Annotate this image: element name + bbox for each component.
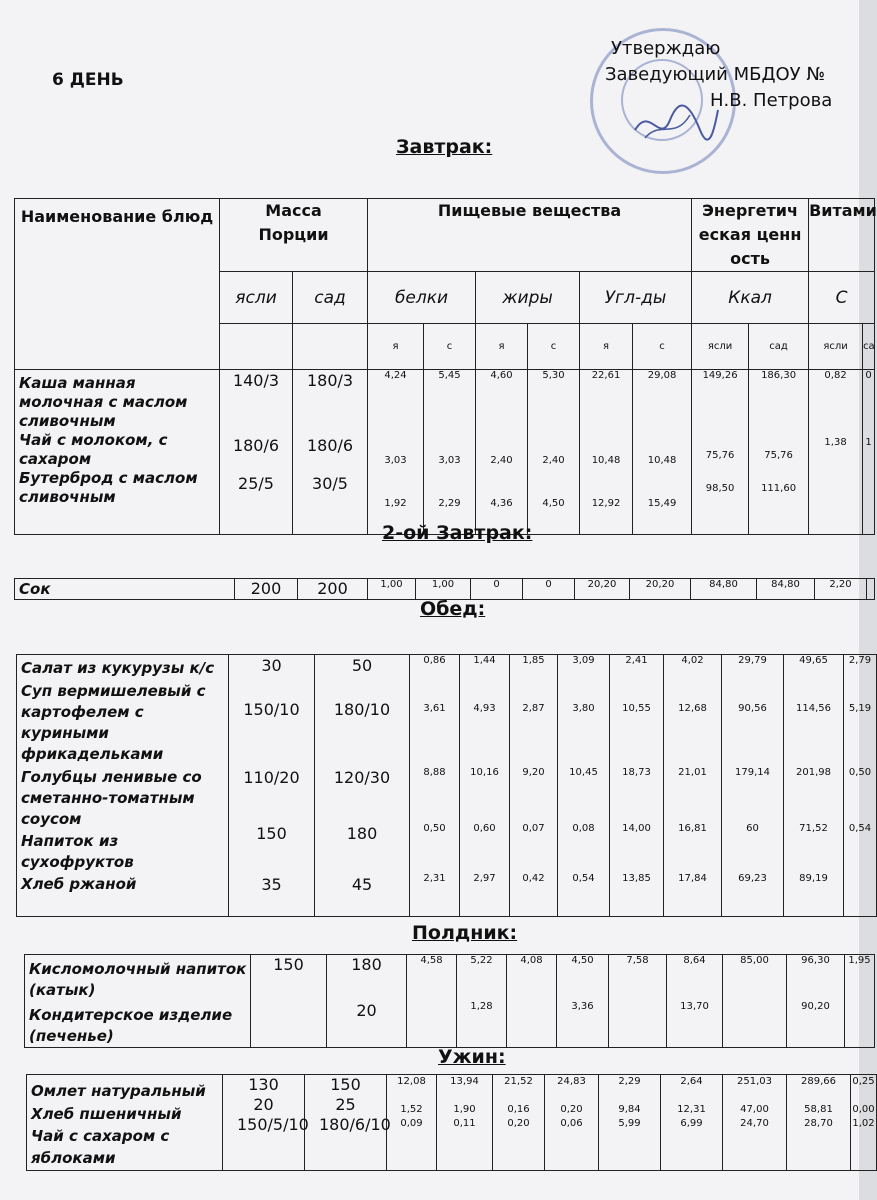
dinner-col (545, 1075, 599, 1171)
value: 60 (746, 823, 759, 834)
header-yasli-kcal: ясли (692, 324, 749, 370)
header-sad: сад (293, 272, 368, 324)
section-breakfast: Завтрак: (396, 136, 493, 158)
dinner-col (851, 1075, 877, 1171)
dish-name: Хлеб ржаной (21, 875, 137, 893)
snack-table (24, 954, 875, 1048)
value: 89,19 (799, 873, 828, 884)
section-breakfast2: 2-ой Завтрак: (382, 522, 533, 544)
value: 15,49 (647, 498, 677, 509)
value: 2,79 (848, 655, 872, 666)
dish-name: Бутерброд с маслом сливочным (19, 469, 198, 506)
value: 0,07 (522, 823, 545, 834)
value: 9,20 (522, 767, 545, 778)
snack-yasli (251, 955, 327, 1048)
value: 3,03 (438, 455, 461, 466)
value: 0,42 (522, 873, 545, 884)
value: 1,28 (470, 1001, 493, 1012)
value: 12,92 (591, 498, 621, 509)
approval-line-1: Утверждаю (611, 38, 721, 59)
value: 13,85 (622, 873, 651, 884)
value: 0,60 (473, 823, 496, 834)
mass-cell: 200 (298, 579, 368, 600)
bf-col (633, 370, 692, 535)
snack-col (787, 955, 845, 1048)
bf-col (580, 370, 633, 535)
value: 4,50 (571, 955, 594, 966)
value: 4,60 (490, 370, 513, 381)
value: 29,08 (647, 370, 677, 381)
bf-col (809, 370, 863, 535)
header-ugl: Угл-ды (580, 272, 692, 324)
dish-name: Напиток из сухофруктов (21, 832, 134, 871)
value: 1,38 (824, 437, 847, 448)
value: 10,48 (591, 455, 621, 466)
dinner-col (599, 1075, 661, 1171)
header-ya-3: я (580, 324, 633, 370)
value: 5,19 (848, 703, 872, 714)
value: 3,36 (571, 1001, 594, 1012)
snack-col (407, 955, 457, 1048)
value: 16,81 (678, 823, 707, 834)
day-title: 6 ДЕНЬ (52, 70, 124, 90)
mass-cell: 30 (261, 656, 282, 675)
mass-cell: 140/3 (232, 371, 280, 390)
value: 10,45 (569, 767, 598, 778)
value: 4,50 (542, 498, 565, 509)
value: 0 (471, 579, 523, 600)
breakfast2-table (14, 578, 875, 600)
value: 18,73 (622, 767, 651, 778)
value: 47,00 (740, 1104, 769, 1115)
value: 24,70 (740, 1118, 769, 1129)
value: 0,20 (560, 1104, 583, 1115)
header-ya-2: я (476, 324, 528, 370)
value: 149,26 (702, 370, 738, 381)
header-c: С (809, 272, 875, 324)
dinner-col (437, 1075, 493, 1171)
mass-cell: 180/10 (333, 700, 391, 719)
value: 58,81 (804, 1104, 833, 1115)
dinner-sad (305, 1075, 391, 1171)
snack-names (25, 955, 251, 1048)
value: 4,93 (473, 703, 496, 714)
value: 0,50 (848, 767, 872, 778)
value: 2,31 (423, 873, 446, 884)
header-s-2: с (528, 324, 580, 370)
approval-line-3: Н.В. Петрова (710, 90, 833, 111)
dish-name: Сок (15, 579, 235, 600)
mass-cell: 150/5/10 (237, 1115, 309, 1134)
snack-col (557, 955, 609, 1048)
mass-cell: 180/6/10 (319, 1115, 391, 1134)
value: 289,66 (801, 1076, 836, 1087)
value: 4,02 (681, 655, 704, 666)
value: 12,31 (677, 1104, 706, 1115)
dinner-col (787, 1075, 851, 1171)
dish-name: Салат из кукурузы к/с (21, 659, 215, 677)
mass-cell: 200 (235, 579, 298, 600)
value: 1,44 (473, 655, 496, 666)
value: 0,20 (507, 1118, 530, 1129)
value: 3,09 (572, 655, 595, 666)
value: 2,97 (473, 873, 496, 884)
lunch-col (784, 655, 844, 917)
value: 4,08 (520, 955, 543, 966)
value: 75,76 (705, 450, 735, 461)
snack-col (457, 955, 507, 1048)
value: 3,03 (384, 455, 407, 466)
value: 5,45 (438, 370, 461, 381)
value: 251,03 (737, 1076, 772, 1087)
value: 0,25 (852, 1076, 875, 1087)
bf-col (476, 370, 528, 535)
value: 1,90 (453, 1104, 476, 1115)
value: 20,20 (630, 579, 691, 600)
value: 186,30 (761, 370, 797, 381)
mass-cell: 35 (261, 875, 282, 894)
lunch-col (410, 655, 460, 917)
value: 5,30 (542, 370, 565, 381)
mass-cell: 150/10 (243, 700, 300, 719)
header-s-1: с (424, 324, 476, 370)
breakfast-sad (293, 370, 368, 535)
bf-col (424, 370, 476, 535)
header-yasli: ясли (220, 272, 293, 324)
dish-name: Кондитерское изделие (печенье) (29, 1006, 233, 1045)
value: 0,50 (423, 823, 446, 834)
value: 0,08 (572, 823, 595, 834)
bf-col (692, 370, 749, 535)
mass-cell: 30/5 (312, 474, 348, 493)
value: 2,29 (618, 1076, 641, 1087)
mass-cell: 150 (256, 824, 287, 843)
lunch-yasli (229, 655, 315, 917)
header-kcal: Ккал (692, 272, 809, 324)
lunch-col (510, 655, 558, 917)
value: 2,29 (438, 498, 461, 509)
snack-col (667, 955, 723, 1048)
value: 2,64 (680, 1076, 703, 1087)
header-zhiry: жиры (476, 272, 580, 324)
header-yasli-c: ясли (809, 324, 863, 370)
lunch-table (16, 654, 877, 917)
value: 4,58 (420, 955, 443, 966)
value: 49,65 (799, 655, 828, 666)
header-s-3: с (633, 324, 692, 370)
mass-cell: 50 (351, 656, 373, 675)
value: 2,40 (490, 455, 513, 466)
value: 90,20 (801, 1001, 830, 1012)
value: 0,00 (852, 1104, 875, 1115)
value: 69,23 (738, 873, 767, 884)
snack-col (845, 955, 875, 1048)
header-sad-kcal: сад (749, 324, 809, 370)
header-energy: Энергетическая ценность (692, 199, 809, 272)
approval-block (605, 36, 832, 114)
header-ya-1: я (368, 324, 424, 370)
value: 22,61 (591, 370, 621, 381)
value: 3,61 (423, 703, 446, 714)
value: 5,99 (618, 1118, 641, 1129)
dish-name: Чай с сахаром с яблоками (31, 1127, 170, 1167)
value: 0 (523, 579, 575, 600)
value: 111,60 (761, 483, 797, 494)
value: 10,16 (470, 767, 499, 778)
dinner-col (493, 1075, 545, 1171)
dinner-table (26, 1074, 877, 1171)
value: 98,50 (705, 483, 735, 494)
value: 201,98 (796, 767, 831, 778)
mass-cell: 25/5 (238, 474, 274, 493)
mass-cell: 120/30 (333, 768, 391, 787)
mass-cell: 180 (351, 955, 382, 974)
value: 5,22 (470, 955, 493, 966)
header-belki: белки (368, 272, 476, 324)
mass-cell: 130 (248, 1075, 279, 1094)
header-mass: Масса Порции (220, 199, 368, 272)
section-dinner: Ужин: (438, 1046, 506, 1068)
value: 0,86 (423, 655, 446, 666)
value: 90,56 (738, 703, 767, 714)
value: 2,20 (815, 579, 867, 600)
value: 179,14 (735, 767, 770, 778)
header-name: Наименование блюд (15, 199, 220, 370)
breakfast-yasli (220, 370, 293, 535)
value: 1,92 (384, 498, 407, 509)
value: 28,70 (804, 1118, 833, 1129)
value: 21,01 (678, 767, 707, 778)
value: 21,52 (504, 1076, 533, 1087)
value: 1,52 (400, 1104, 423, 1115)
value: 1,02 (852, 1118, 875, 1129)
mass-cell: 20 (356, 1001, 377, 1020)
lunch-col (844, 655, 877, 917)
value: 10,55 (622, 703, 651, 714)
value: 1,95 (848, 955, 871, 966)
mass-cell: 180/6 (232, 436, 280, 455)
lunch-col (610, 655, 664, 917)
dinner-col (661, 1075, 723, 1171)
dinner-col (387, 1075, 437, 1171)
breakfast-names (15, 370, 220, 535)
bf-col (368, 370, 424, 535)
value: 4,36 (490, 498, 513, 509)
mass-cell: 180/6 (306, 436, 354, 455)
header-sa-c: са (863, 324, 875, 370)
value: 0,09 (400, 1118, 423, 1129)
value: 8,64 (683, 955, 706, 966)
value: 14,00 (622, 823, 651, 834)
value: 4,24 (384, 370, 407, 381)
bf-col (863, 370, 875, 535)
value: 96,30 (801, 955, 830, 966)
value: 114,56 (796, 703, 831, 714)
lunch-sad (315, 655, 410, 917)
value: 0,11 (453, 1118, 476, 1129)
value: 8,88 (423, 767, 446, 778)
value: 7,58 (626, 955, 649, 966)
value: 85,00 (740, 955, 769, 966)
mass-cell: 20 (253, 1095, 274, 1114)
value: 6,99 (680, 1118, 703, 1129)
value: 1 (865, 437, 872, 448)
value: 0,54 (572, 873, 595, 884)
mass-cell: 180/3 (306, 371, 354, 390)
dinner-names (27, 1075, 223, 1171)
header-vitamins: Витами (809, 199, 875, 272)
value: 20,20 (575, 579, 630, 600)
value: 24,83 (557, 1076, 586, 1087)
value: 0,06 (560, 1118, 583, 1129)
dinner-col (723, 1075, 787, 1171)
dish-name: Чай с молоком, с сахаром (19, 431, 168, 468)
value: 17,84 (678, 873, 707, 884)
value (867, 579, 875, 600)
value: 0 (865, 370, 872, 381)
value: 3,80 (572, 703, 595, 714)
value: 13,70 (680, 1001, 709, 1012)
dish-name: Кисломолочный напиток (катык) (29, 960, 247, 999)
snack-col (723, 955, 787, 1048)
lunch-col (460, 655, 510, 917)
value: 2,87 (522, 703, 545, 714)
value: 71,52 (799, 823, 828, 834)
value: 75,76 (764, 450, 793, 461)
dish-name: Каша манная молочная с маслом сливочным (19, 374, 188, 430)
snack-col (609, 955, 667, 1048)
header-nutrients: Пищевые вещества (368, 199, 692, 272)
breakfast-table (14, 198, 875, 535)
dinner-yasli (223, 1075, 309, 1171)
lunch-names (17, 655, 229, 917)
lunch-col (664, 655, 722, 917)
mass-cell: 110/20 (243, 768, 300, 787)
dish-name: Омлет натуральный (31, 1082, 206, 1100)
value: 0,82 (824, 370, 847, 381)
value: 0,54 (848, 823, 872, 834)
mass-cell: 45 (351, 875, 373, 894)
section-snack: Полдник: (412, 922, 518, 944)
bf-col (749, 370, 809, 535)
value: 1,85 (522, 655, 545, 666)
dish-name: Суп вермишелевый с картофелем с куриными фрикадельками (21, 682, 206, 763)
mass-cell: 150 (330, 1075, 361, 1094)
lunch-col (722, 655, 784, 917)
mass-cell: 150 (273, 955, 304, 974)
value: 84,80 (691, 579, 757, 600)
value: 12,08 (397, 1076, 426, 1087)
approval-line-2: Заведующий МБДОУ № (605, 64, 826, 85)
mass-cell: 180 (346, 824, 378, 843)
value: 29,79 (738, 655, 767, 666)
value: 0,16 (507, 1104, 530, 1115)
snack-sad (327, 955, 407, 1048)
value: 13,94 (450, 1076, 479, 1087)
dish-name: Голубцы ленивые со сметанно-томатным соусом (21, 768, 202, 828)
value: 2,41 (625, 655, 648, 666)
value: 9,84 (618, 1104, 641, 1115)
section-lunch: Обед: (420, 598, 486, 620)
value: 2,40 (542, 455, 565, 466)
value: 84,80 (757, 579, 815, 600)
dish-name: Хлеб пшеничный (31, 1105, 182, 1123)
value: 12,68 (678, 703, 707, 714)
value: 1,00 (416, 579, 471, 600)
bf-col (528, 370, 580, 535)
mass-cell: 25 (335, 1095, 356, 1114)
lunch-col (558, 655, 610, 917)
snack-col (507, 955, 557, 1048)
value: 1,00 (368, 579, 416, 600)
value: 10,48 (647, 455, 677, 466)
